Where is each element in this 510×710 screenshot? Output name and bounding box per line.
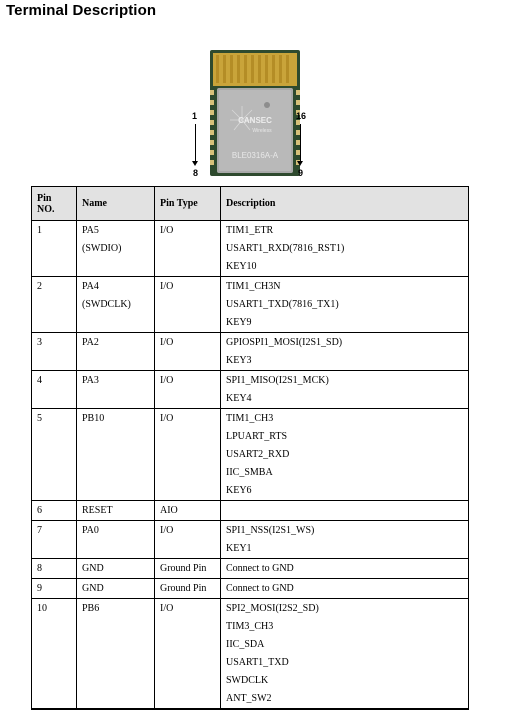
cell-name [77,521,155,559]
cell-type [155,333,221,371]
cell-name-line: GND [82,583,104,594]
cell-description-line: SPI1_NSS(I2S1_WS) [226,525,315,536]
cell-pin-line: 10 [37,603,47,614]
cell-pin-line: 6 [37,505,42,516]
cell-type [155,579,221,599]
cell-pin [32,277,77,333]
table-row [32,559,469,579]
cell-type [155,409,221,501]
cell-type-line: I/O [160,525,174,536]
pin-label-16: 16 [296,111,307,121]
header-pin-no [32,187,77,221]
cell-type-line: AIO [160,505,178,516]
header-pin-no-label: Pin NO. [37,192,55,215]
cell-type-line: I/O [160,375,174,386]
table-row [32,277,469,333]
cell-name-line: PA2 [82,337,99,348]
table-row [32,371,469,409]
cell-name [77,599,155,710]
cell-name-line: RESET [82,505,113,516]
cell-description-line: ANT_SW2 [226,693,272,704]
cell-type [155,559,221,579]
cell-description-line: SPI1_MISO(I2S1_MCK) [226,375,329,386]
cell-pin [32,501,77,521]
cell-description-line: USART1_RXD(7816_RST1) [226,243,345,254]
cell-name [77,409,155,501]
cell-name-line: GND [82,563,104,574]
cell-description-line: LPUART_RTS [226,431,288,442]
cell-pin [32,409,77,501]
header-pin-type [155,187,221,221]
cell-pin [32,333,77,371]
cell-type [155,599,221,710]
table-row [32,409,469,501]
module-subbrand: Wireless [252,128,272,134]
section-heading: Terminal Description [6,2,157,19]
table-row [32,579,469,599]
cell-description-line: SWDCLK [226,675,269,686]
cell-name [77,221,155,277]
cell-name [77,501,155,521]
cell-pin-line: 3 [37,337,42,348]
cell-description-line: Connect to GND [226,563,294,574]
cell-name-line: PA5 [82,225,99,236]
cell-description [221,409,469,501]
cell-pin-line: 7 [37,525,42,536]
pin-label-8: 8 [193,168,199,178]
cell-name-line: PA3 [82,375,99,386]
cell-description [221,559,469,579]
cell-description [221,521,469,559]
header-name [77,187,155,221]
table-row [32,221,469,277]
cell-description [221,579,469,599]
cell-name-line: PA4 [82,281,99,292]
cell-pin-line: 8 [37,563,42,574]
table-row [32,333,469,371]
cell-pin [32,221,77,277]
cell-type [155,277,221,333]
cell-pin [32,579,77,599]
cell-description-line: TIM1_ETR [226,225,274,236]
cell-description-line: SPI2_MOSI(I2S2_SD) [226,603,319,614]
cell-description-line: KEY9 [226,317,252,328]
cell-type-line: I/O [160,337,174,348]
cell-description [221,371,469,409]
cell-description-line: TIM3_CH3 [226,621,274,632]
cell-type-line: I/O [160,281,174,292]
cell-pin [32,521,77,559]
module-model: BLE0316A-A [231,151,279,160]
arrow-down-icon [195,124,196,162]
table-row [32,501,469,521]
cell-name [77,559,155,579]
cell-description [221,277,469,333]
cell-pin-line: 2 [37,281,42,292]
cell-description-line: KEY4 [226,393,252,404]
cell-description [221,333,469,371]
cell-pin-line: 5 [37,413,42,424]
cell-description-line: KEY1 [226,543,252,554]
cell-type-line: I/O [160,413,174,424]
cell-pin-line: 9 [37,583,42,594]
pin-label-1: 1 [192,111,198,121]
cell-description-line: USART1_TXD(7816_TX1) [226,299,339,310]
header-description-label: Description [226,198,276,209]
cell-type [155,221,221,277]
cell-description-line: USART2_RXD [226,449,290,460]
cell-pin [32,559,77,579]
cell-type-line: Ground Pin [160,583,207,594]
cell-description-line: TIM1_CH3N [226,281,281,292]
cell-type [155,521,221,559]
pin-table [31,186,469,710]
cell-description-line: IIC_SDA [226,639,265,650]
cell-type-line: Ground Pin [160,563,207,574]
cell-name [77,579,155,599]
cell-description-line: KEY3 [226,355,252,366]
header-pin-type-label: Pin Type [160,198,198,209]
module-brand: CANSEC [238,116,272,125]
pin-label-9: 9 [298,168,304,178]
cell-type [155,371,221,409]
cell-name [77,277,155,333]
cell-type [155,501,221,521]
cell-description-line: TIM1_CH3 [226,413,274,424]
cell-description-line: KEY6 [226,485,252,496]
cell-description-line: GPIOSPI1_MOSI(I2S1_SD) [226,337,343,348]
cell-name-line: PB10 [82,413,105,424]
cell-description-line: IIC_SMBA [226,467,273,478]
header-name-label: Name [82,198,107,209]
arrow-down-icon [300,124,301,162]
cell-description [221,501,469,521]
cell-name-line: (SWDCLK) [82,299,131,310]
cell-name [77,371,155,409]
cell-description-line: Connect to GND [226,583,294,594]
cell-name-line: PB6 [82,603,100,614]
header-description [221,187,469,221]
cell-description [221,599,469,710]
cell-name [77,333,155,371]
cell-type-line: I/O [160,603,174,614]
cell-pin-line: 4 [37,375,42,386]
cell-description [221,221,469,277]
cell-description-line: USART1_TXD [226,657,289,668]
cell-description-line: KEY10 [226,261,257,272]
cell-name-line: PA0 [82,525,99,536]
cell-pin [32,371,77,409]
table-row [32,521,469,559]
cell-pin-line: 1 [37,225,42,236]
cell-name-line: (SWDIO) [82,243,122,254]
cell-type-line: I/O [160,225,174,236]
module-image [210,50,300,176]
table-row [32,599,469,710]
cell-pin [32,599,77,710]
table-header-row [32,187,469,221]
